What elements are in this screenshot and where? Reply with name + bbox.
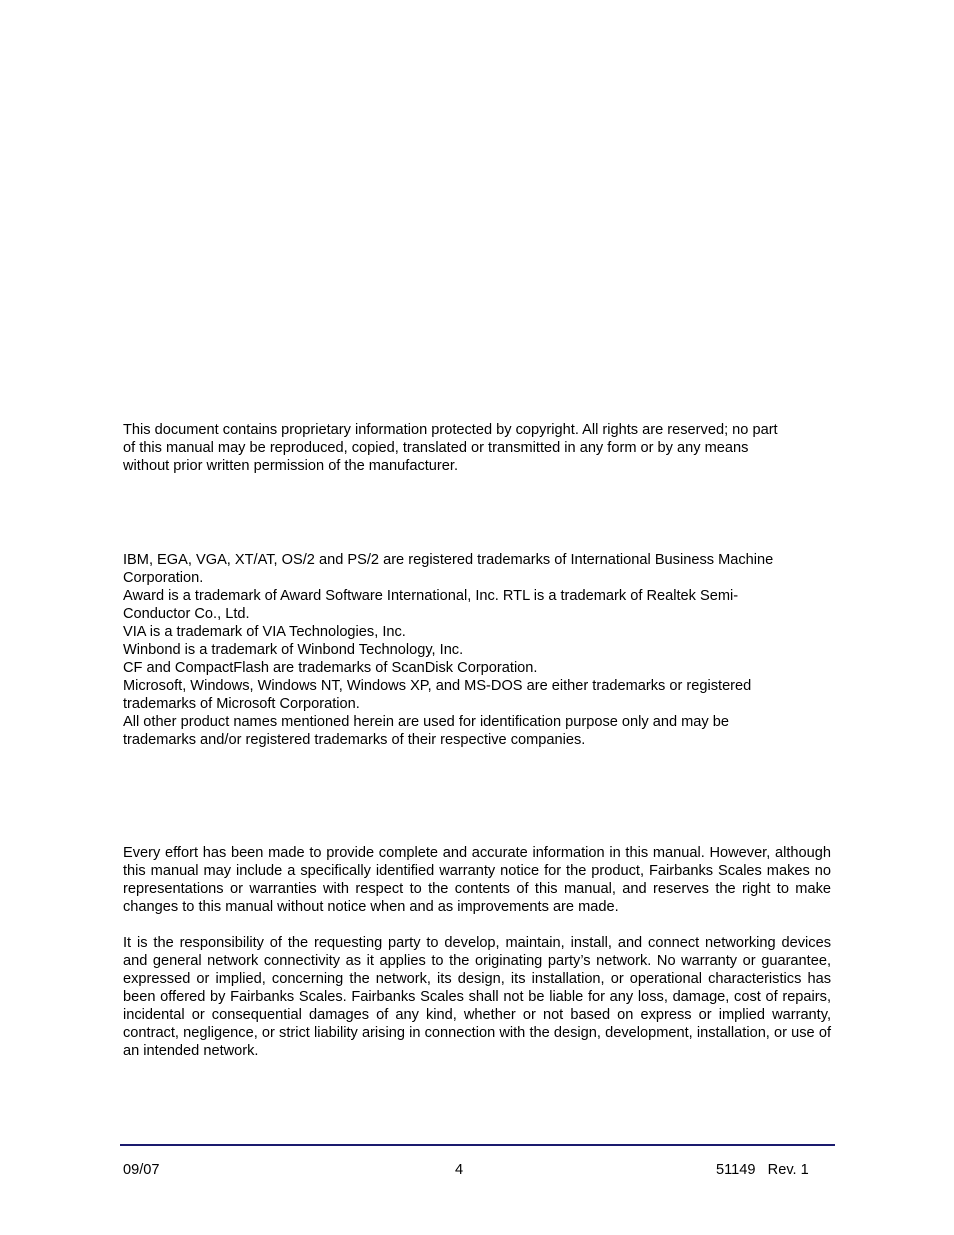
trademarks-section	[123, 551, 831, 749]
disclaimer-paragraph-2: It is the responsibility of the requesting party to develop, maintain, install, and connect networking devices and general network connectivity as it applies to the originating party’s network. No warranty or guarantee, expressed or implied, concerning the network, its design, its installation, or operational characteristics has been offered by Fairbanks Scales. Fairbanks Scales shall not be liable for any loss, damage, cost of repairs, incidental or consequential damages of any kind, whether or not based on express or implied warranty, contract, negligence, or strict liability arising in connection with the design, development, installation, or use of an intended network.	[123, 935, 831, 1059]
trademark-winbond: Winbond is a trademark of Winbond Technology, Inc.	[123, 642, 464, 658]
trademark-compactflash: CF and CompactFlash are trademarks of ScanDisk Corporation.	[123, 660, 538, 676]
trademark-microsoft: Microsoft, Windows, Windows NT, Windows XP, and MS-DOS are either trademarks or registered trademarks of Microsoft Corporation.	[123, 678, 752, 712]
footer-divider	[120, 1144, 835, 1146]
trademark-others: All other product names mentioned herein are used for identification purpose only and may be trademarks and/or registered trademarks of their respective companies.	[123, 714, 730, 748]
copyright-section	[123, 421, 831, 475]
footer-date: 09/07	[123, 1162, 160, 1178]
disclaimer-paragraph-1: Every effort has been made to provide complete and accurate information in this manual. However, although this manual may include a specifically identified warranty notice for the product, Fairbanks Scales makes no representations or warranties with respect to the contents of this manual, and reserves the right to make changes to this manual without notice when and as improvements are made.	[123, 845, 831, 915]
disclaimer-section	[123, 844, 831, 1060]
trademark-award: Award is a trademark of Award Software International, Inc. RTL is a trademark of Realtek Semi- Conductor Co., Ltd.	[123, 588, 739, 622]
trademark-via: VIA is a trademark of VIA Technologies, Inc.	[123, 624, 406, 640]
copyright-notice: This document contains proprietary information protected by copyright. All rights are reserved; no part of this manual may be reproduced, copied, translated or transmitted in any form or by any means without prior written permission of the manufacturer.	[123, 422, 778, 474]
footer-page-number: 4	[455, 1162, 464, 1178]
footer-doc-number: 51149 Rev. 1	[716, 1162, 809, 1178]
trademark-ibm: IBM, EGA, VGA, XT/AT, OS/2 and PS/2 are registered trademarks of International Business Machine Corporation.	[123, 552, 774, 586]
